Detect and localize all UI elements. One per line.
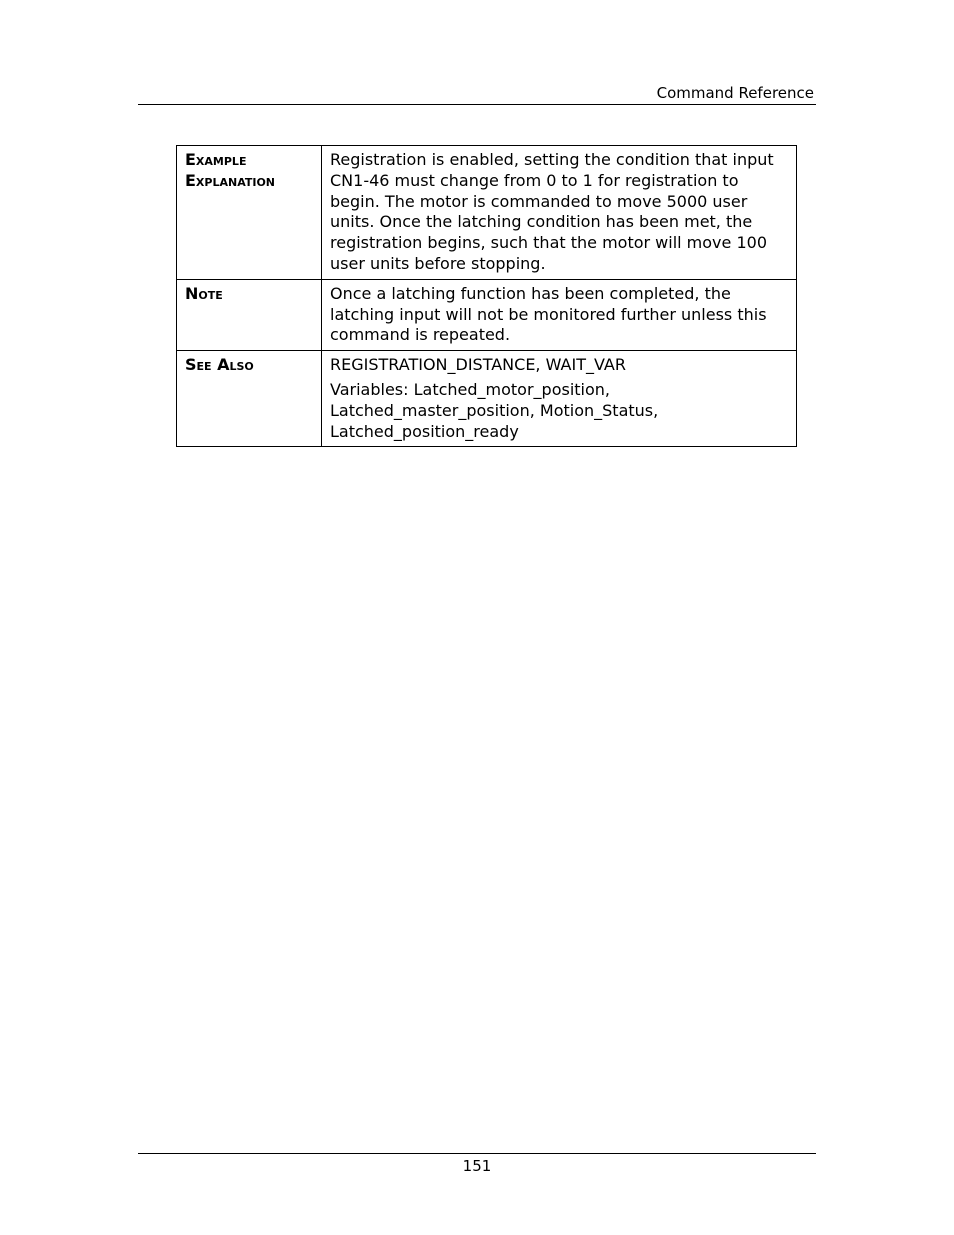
paragraph: Once a latching function has been completed, the latching input will not be monitored further unless this command is repeated.: [330, 283, 767, 345]
label-line: See Also: [185, 355, 254, 375]
paragraph: Registration is enabled, setting the condition that input CN1-46 must change from 0 to 1 for registration to begin. The motor is commanded to move 5000 user units. Once the latching condition has been met, the registration begins, such that the motor will move 100 user units before stopping.: [330, 150, 774, 273]
row-label-see-also: [177, 351, 322, 447]
header-rule: [138, 104, 816, 105]
row-content-see-also: [322, 351, 797, 447]
row-label-note: [177, 279, 322, 350]
table-row-see-also: [177, 351, 797, 447]
table-row-example-explanation: [177, 146, 797, 280]
paragraph: Variables: Latched_motor_position, Latched_master_position, Motion_Status, Latched_position_ready: [330, 379, 659, 441]
row-content-note: [322, 279, 797, 350]
row-content-example-explanation: [322, 146, 797, 280]
label-line: Note: [185, 283, 223, 303]
row-label-example-explanation: [177, 146, 322, 280]
command-reference-table: [176, 145, 797, 447]
label-line: Example: [185, 150, 247, 169]
running-header: Command Reference: [656, 84, 814, 102]
label-line: Explanation: [185, 170, 276, 190]
table-row-note: [177, 279, 797, 350]
footer-rule: [138, 1153, 816, 1154]
page-number: 151: [462, 1157, 492, 1175]
paragraph: REGISTRATION_DISTANCE, WAIT_VAR: [330, 355, 626, 375]
